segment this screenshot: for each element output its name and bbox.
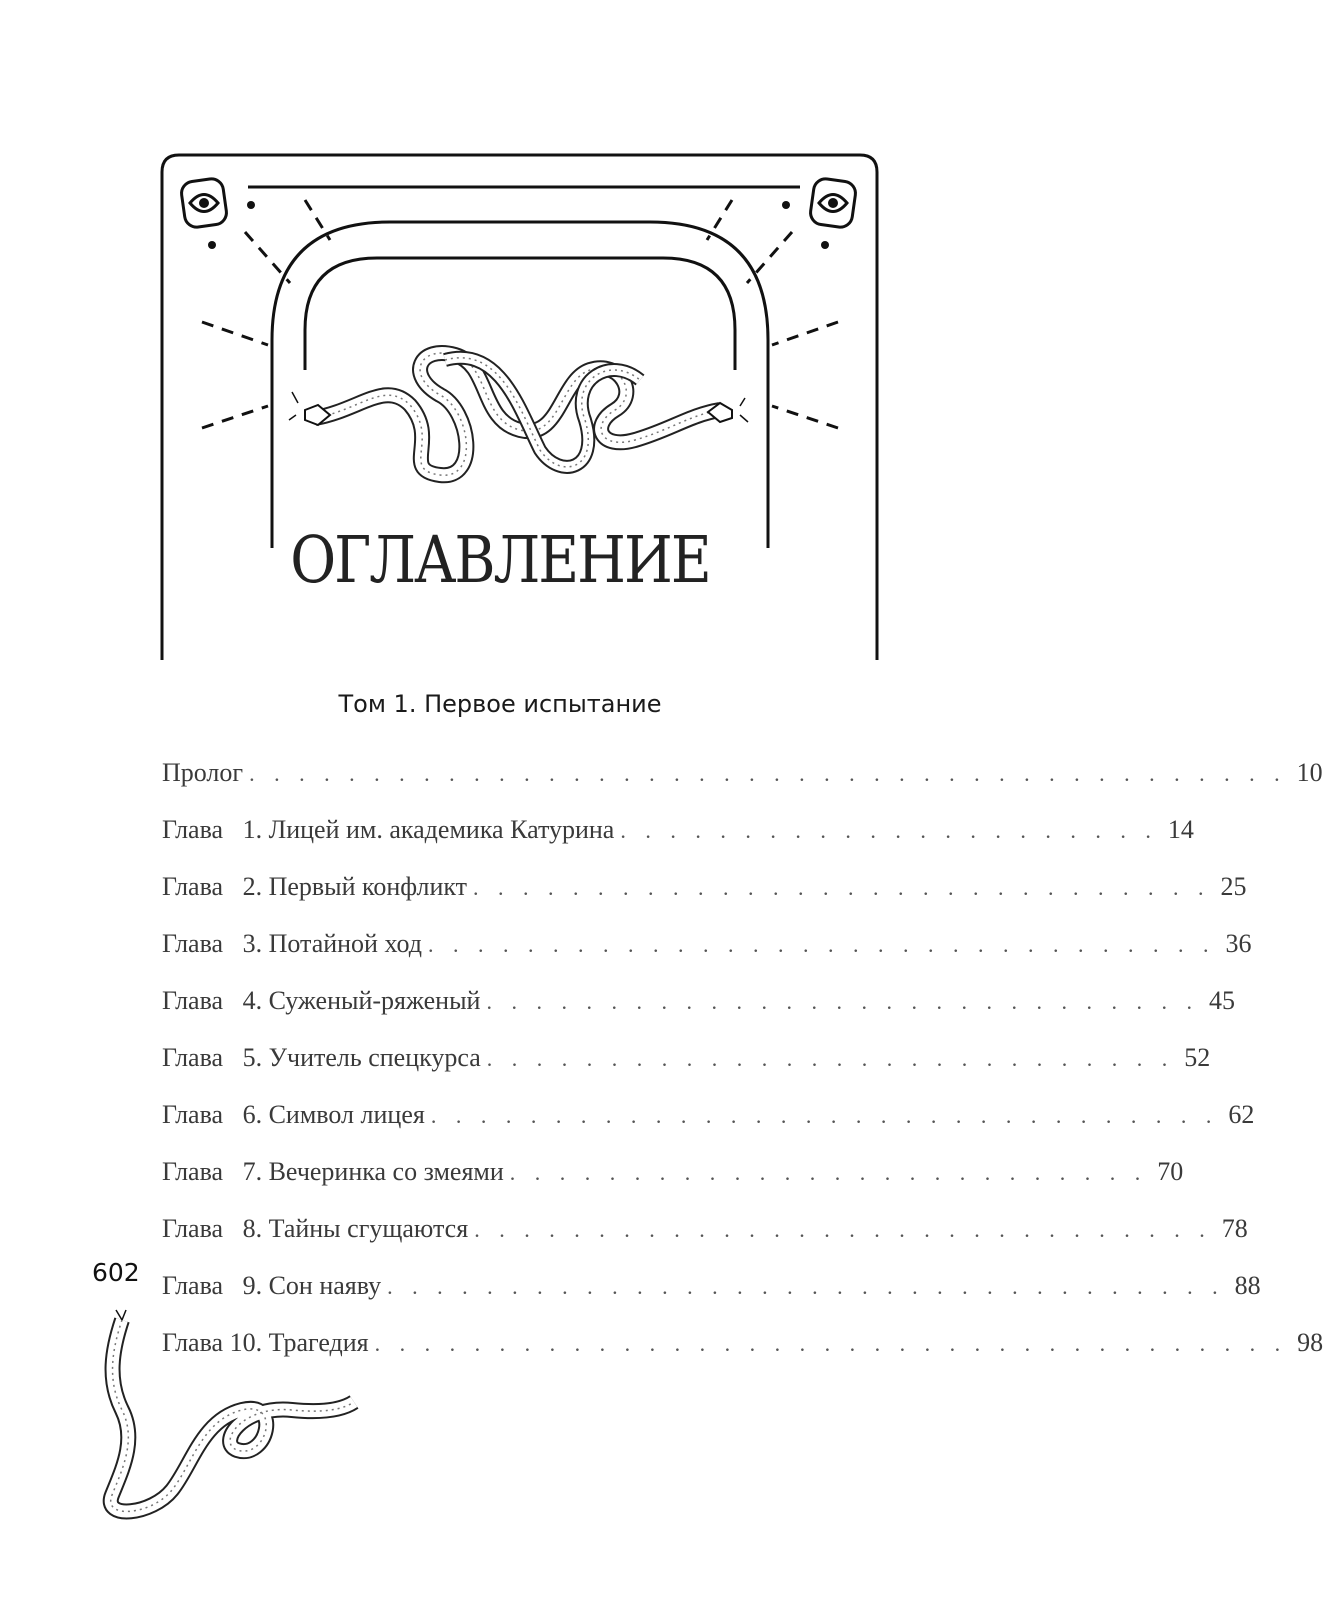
- toc-entry[interactable]: [162, 986, 1235, 1026]
- toc-prefix: Пролог: [162, 758, 244, 787]
- toc-chapter-number: 7.: [242, 1157, 263, 1186]
- toc-prefix: Глава: [162, 872, 224, 901]
- toc-page-number: 70: [1157, 1157, 1184, 1186]
- toc-page-number: 36: [1225, 929, 1252, 958]
- page-title: ОГЛАВЛЕНИЕ: [290, 523, 710, 598]
- toc-chapter-number: 6.: [242, 1100, 263, 1129]
- toc-leader-dots: . . . . . . . . . . . . . . . . . . . . . . . . . . . . . .: [473, 875, 1211, 900]
- toc-leader-dots: . . . . . . . . . . . . . . . . . . . . . . . . . .: [509, 1160, 1148, 1185]
- snake-illustration: [92, 1310, 362, 1530]
- toc-entry[interactable]: [162, 1214, 1248, 1254]
- toc-prefix: Глава: [162, 929, 224, 958]
- toc-leader-dots: . . . . . . . . . . . . . . . . . . . . . . . . . . . . . . . .: [430, 1103, 1219, 1128]
- toc-page-number: 62: [1228, 1100, 1255, 1129]
- toc-prefix: Глава: [162, 1271, 224, 1300]
- toc-leader-dots: . . . . . . . . . . . . . . . . . . . . . . . . . . . .: [486, 1046, 1175, 1071]
- toc-entry[interactable]: [162, 1043, 1211, 1083]
- toc-chapter-title: Вечеринка со змеями: [268, 1157, 504, 1186]
- toc-entry[interactable]: [162, 758, 1323, 798]
- toc-chapter-title: Сон наяву: [268, 1271, 382, 1300]
- toc-chapter-number: 3.: [242, 929, 263, 958]
- toc-page-number: 52: [1184, 1043, 1211, 1072]
- toc-page-number: 45: [1208, 986, 1235, 1015]
- toc-page-number: 88: [1234, 1271, 1261, 1300]
- toc-page-number: 10: [1296, 758, 1323, 787]
- toc-chapter-number: 8.: [242, 1214, 263, 1243]
- toc-prefix: Глава: [162, 1157, 224, 1186]
- toc-page-number: 25: [1220, 872, 1247, 901]
- toc-chapter-number: 9.: [242, 1271, 263, 1300]
- toc-leader-dots: . . . . . . . . . . . . . . . . . . . . . .: [620, 818, 1158, 843]
- toc-leader-dots: . . . . . . . . . . . . . . . . . . . . . . . . . . . . .: [486, 989, 1199, 1014]
- toc-chapter-title: Потайной ход: [268, 929, 422, 958]
- toc-prefix: Глава: [162, 986, 224, 1015]
- toc-prefix: Глава: [162, 1328, 224, 1357]
- toc-chapter-number: 1.: [242, 815, 263, 844]
- eye-icon: [180, 177, 255, 249]
- toc-entry[interactable]: [162, 1100, 1255, 1140]
- entwined-snakes-illustration: [289, 353, 748, 475]
- toc-leader-dots: . . . . . . . . . . . . . . . . . . . . . . . . . . . . . . . . . . . . .: [374, 1331, 1288, 1356]
- toc-chapter-title: Учитель спецкурса: [268, 1043, 481, 1072]
- toc-entry[interactable]: [162, 1271, 1261, 1311]
- toc-page-number: 14: [1167, 815, 1194, 844]
- toc-entry[interactable]: [162, 815, 1194, 855]
- volume-title: Том 1. Первое испытание: [338, 690, 662, 718]
- toc-prefix: Глава: [162, 1100, 224, 1129]
- toc-page-number: 78: [1221, 1214, 1248, 1243]
- toc-entry[interactable]: [162, 929, 1252, 969]
- toc-chapter-title: Суженый-ряженый: [268, 986, 481, 1015]
- toc-prefix: Глава: [162, 1214, 224, 1243]
- toc-entry[interactable]: [162, 872, 1247, 912]
- page-number: 602: [92, 1258, 140, 1287]
- toc-chapter-number: 2.: [242, 872, 263, 901]
- toc-leader-dots: . . . . . . . . . . . . . . . . . . . . . . . . . . . . . .: [474, 1217, 1212, 1242]
- toc-chapter-title: Первый конфликт: [268, 872, 468, 901]
- toc-chapter-title: Лицей им. академика Катурина: [268, 815, 615, 844]
- toc-chapter-title: Тайны сгущаются: [268, 1214, 469, 1243]
- toc-prefix: Глава: [162, 1043, 224, 1072]
- toc-leader-dots: . . . . . . . . . . . . . . . . . . . . . . . . . . . . . . . . . .: [387, 1274, 1225, 1299]
- toc-leader-dots: . . . . . . . . . . . . . . . . . . . . . . . . . . . . . . . .: [427, 932, 1216, 957]
- toc-prefix: Глава: [162, 815, 224, 844]
- toc-chapter-number: 10.: [229, 1328, 263, 1357]
- toc-entry[interactable]: [162, 1157, 1184, 1197]
- toc-page-number: 98: [1297, 1328, 1323, 1357]
- toc-chapter-title: Символ лицея: [268, 1100, 425, 1129]
- toc-chapter-number: 4.: [242, 986, 263, 1015]
- toc-chapter-title: Трагедия: [268, 1328, 369, 1357]
- toc-leader-dots: . . . . . . . . . . . . . . . . . . . . . . . . . . . . . . . . . . . . . . . . . .: [249, 761, 1287, 786]
- toc-chapter-number: 5.: [242, 1043, 263, 1072]
